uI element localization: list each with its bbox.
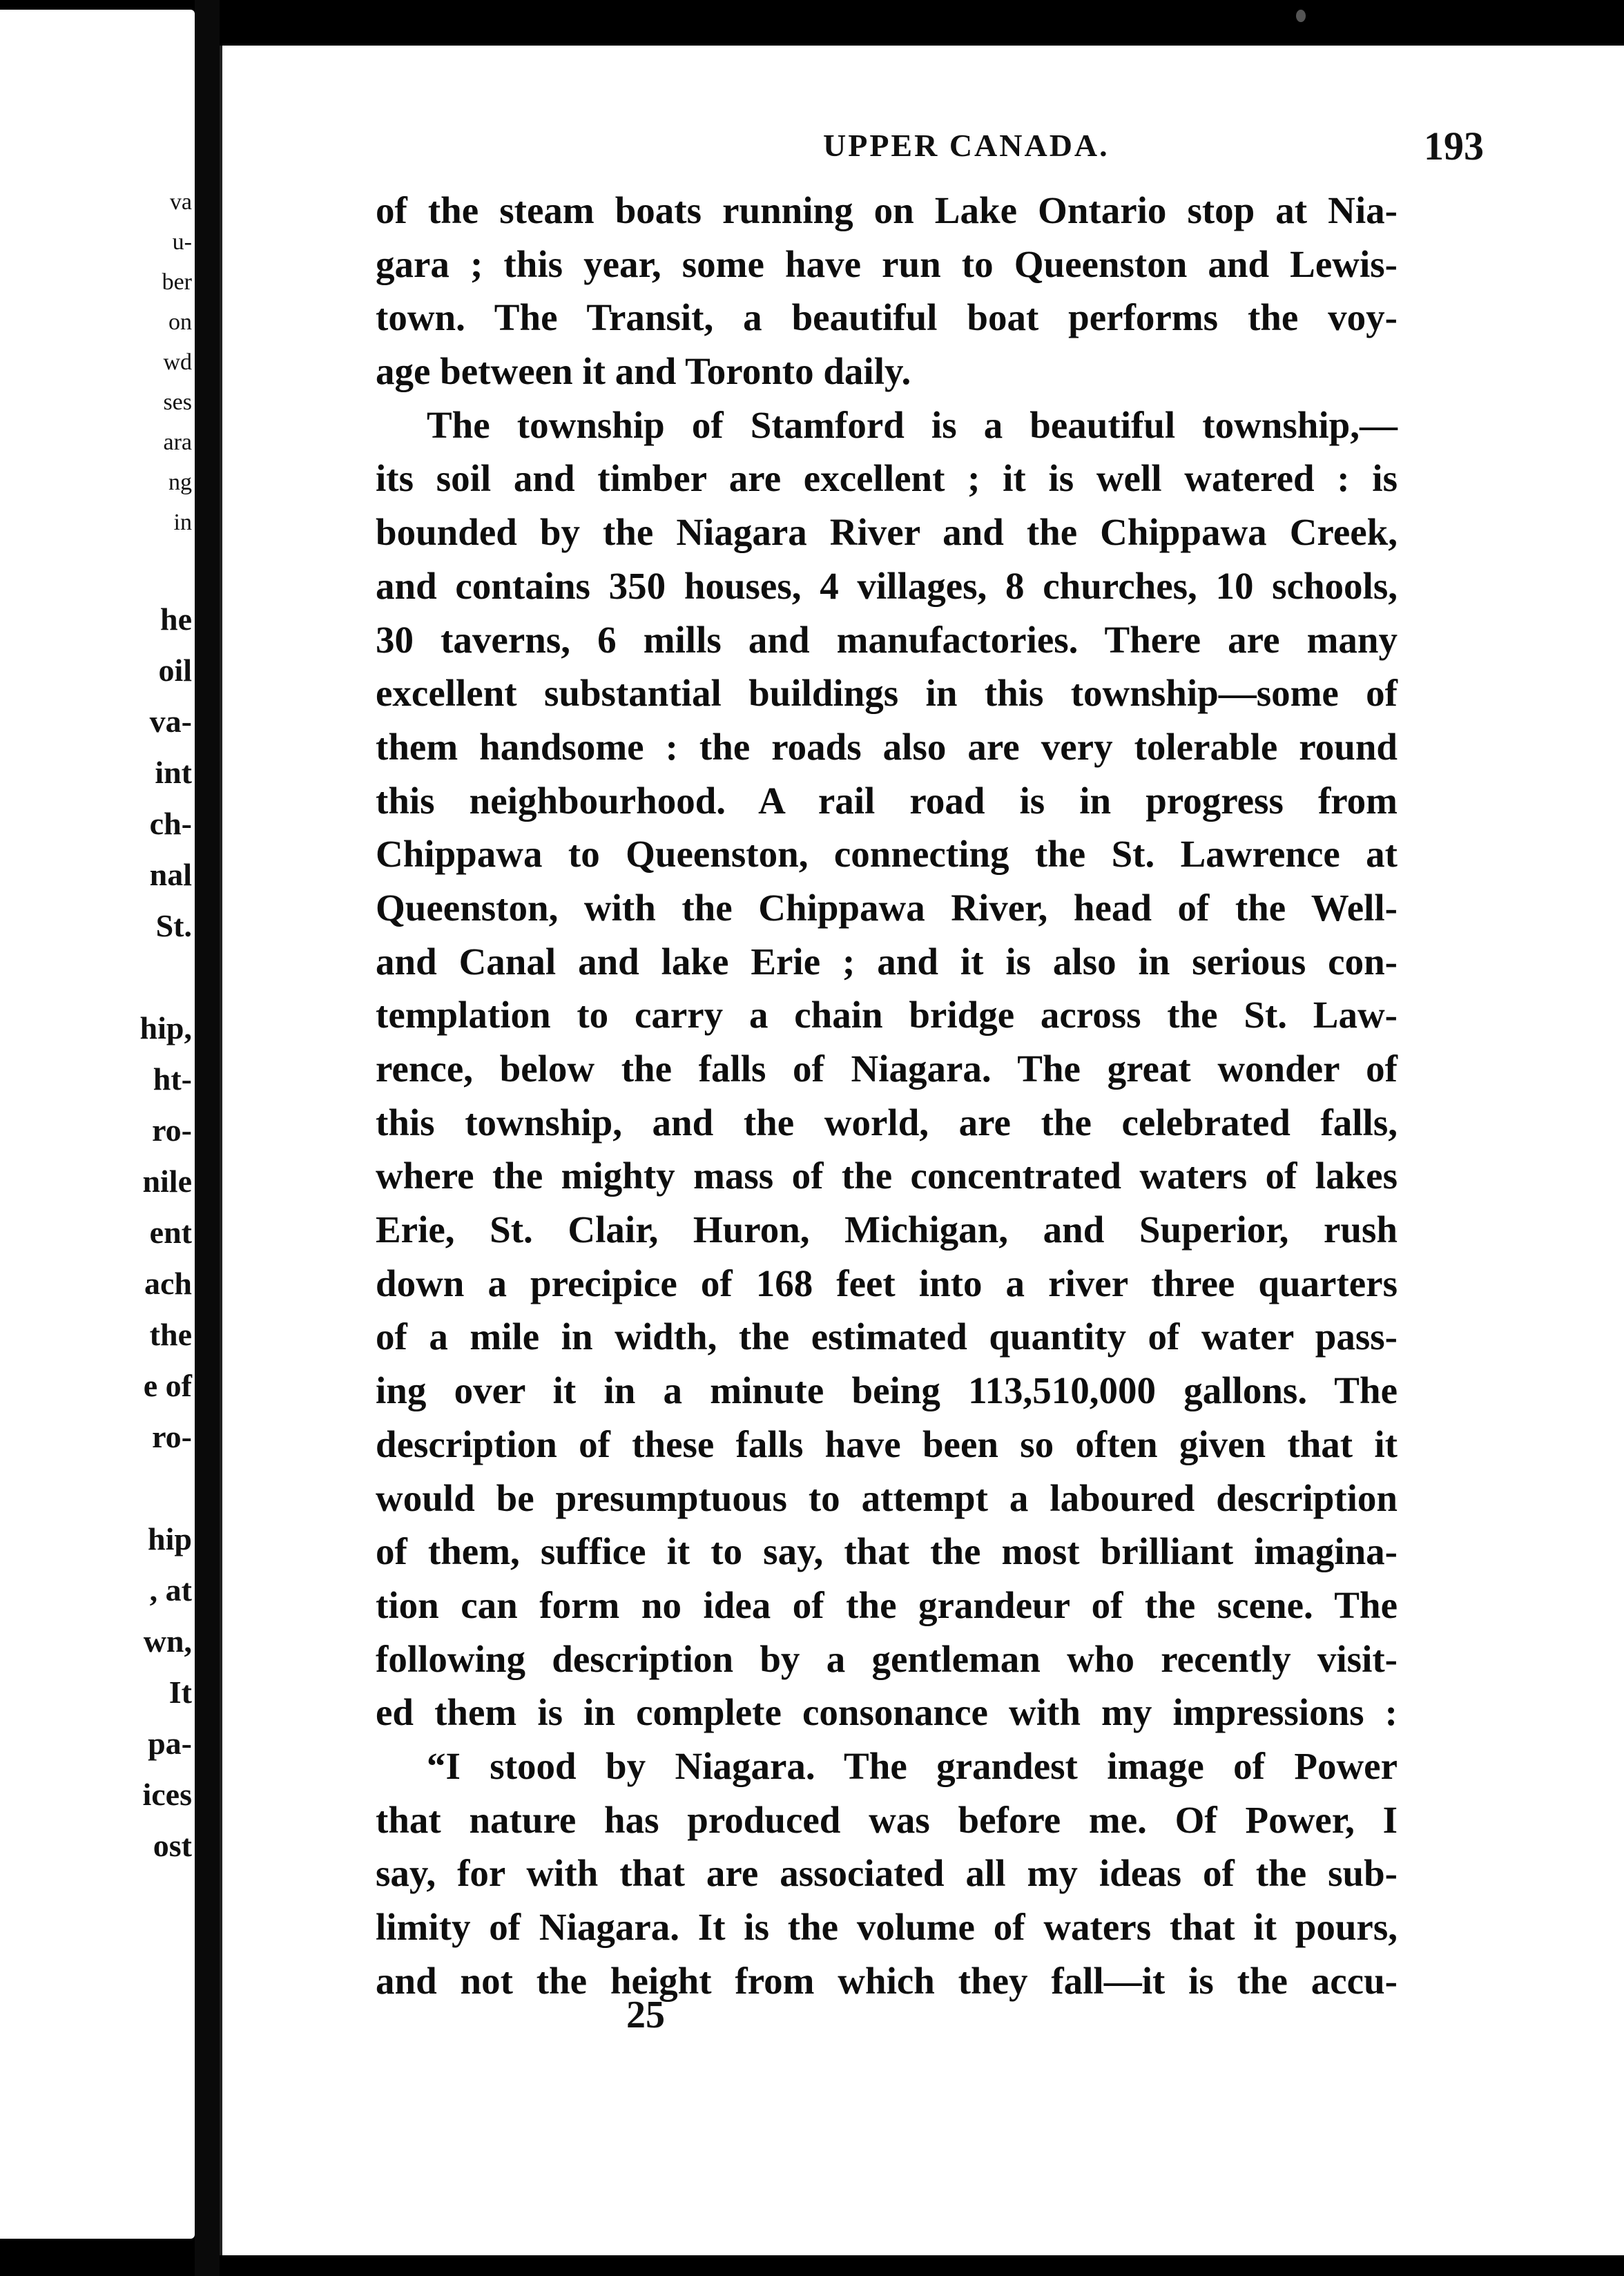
text-line: where the mighty mass of the concentrated waters of lakes xyxy=(376,1155,1398,1197)
text-line: tion can form no idea of the grandeur of the scene. The xyxy=(376,1583,1398,1626)
previous-page-fragment-text: va- xyxy=(149,704,192,739)
previous-page-fragment-text: the xyxy=(149,1317,192,1352)
previous-page-fragment-text: ach xyxy=(144,1266,192,1301)
text-line: this township, and the world, are the celebrated falls, xyxy=(376,1101,1398,1144)
ink-speck xyxy=(1296,10,1306,22)
previous-page-fragment-text: ices xyxy=(142,1777,192,1812)
text-line: Chippawa to Queenston, connecting the St. Lawrence at xyxy=(376,833,1398,876)
previous-page-fragment-text: ses xyxy=(163,389,192,415)
text-line: rence, below the falls of Niagara. The great wonder of xyxy=(376,1048,1398,1090)
text-line: following description by a gentleman who recently visit- xyxy=(376,1637,1398,1680)
text-line: that nature has produced was before me. Of Power, I xyxy=(376,1798,1398,1841)
text-line: them handsome : the roads also are very tolerable round xyxy=(376,725,1398,768)
text-line: say, for with that are associated all my ideas of the sub- xyxy=(376,1852,1398,1895)
text-line: ed them is in complete consonance with my impressions : xyxy=(376,1691,1398,1734)
body-text xyxy=(376,184,1398,2007)
previous-page-fragment-text: ost xyxy=(153,1828,192,1863)
text-line: of them, suffice it to say, that the most brilliant imagina- xyxy=(376,1530,1398,1573)
previous-page-fragment-text: int xyxy=(155,755,192,790)
text-line: bounded by the Niagara River and the Chippawa Creek, xyxy=(376,511,1398,554)
previous-page-fragment-text: va xyxy=(169,189,192,215)
text-line: description of these falls have been so often given that it xyxy=(376,1422,1398,1465)
previous-page-fragment-text: ara xyxy=(163,430,192,455)
previous-page-fragment-text: ht- xyxy=(153,1061,192,1097)
text-line: 30 taverns, 6 mills and manufactories. There are many xyxy=(376,618,1398,661)
previous-page-fragment-text: oil xyxy=(158,653,192,688)
text-line: its soil and timber are excellent ; it is well watered : is xyxy=(376,457,1398,500)
fragment-group-bottom xyxy=(0,1514,195,1871)
fragment-group-middle xyxy=(0,594,195,952)
text-line: would be presumptuous to attempt a laboured description xyxy=(376,1476,1398,1519)
previous-page-fragment-text: nal xyxy=(149,857,192,892)
text-line: of the steam boats running on Lake Ontario stop at Nia- xyxy=(376,189,1398,231)
signature-mark: 25 xyxy=(626,1994,665,2036)
text-line: Queenston, with the Chippawa River, head of the Well- xyxy=(376,886,1398,929)
text-line: and contains 350 houses, 4 villages, 8 churches, 10 schools, xyxy=(376,564,1398,607)
book-page xyxy=(220,46,1624,2255)
previous-page-fragment-text: It xyxy=(168,1675,192,1710)
text-line: ing over it in a minute being 113,510,000 gallons. The xyxy=(376,1369,1398,1412)
text-line: “I stood by Niagara. The grandest image of Power xyxy=(427,1744,1398,1787)
previous-page-line-ends xyxy=(0,182,195,1871)
text-line: gara ; this year, some have run to Queenston and Lewis- xyxy=(376,242,1398,285)
text-line: age between it and Toronto daily. xyxy=(376,350,911,393)
previous-page-fragment-text: wn, xyxy=(143,1623,192,1659)
previous-page-fragment-text: wd xyxy=(163,349,192,375)
previous-page-fragment-text: ro- xyxy=(152,1419,192,1454)
text-line: this neighbourhood. A rail road is in progress from xyxy=(376,779,1398,822)
previous-page-fragment-text: he xyxy=(160,601,192,637)
text-line: The township of Stamford is a beautiful township,— xyxy=(427,403,1398,446)
previous-page-fragment-text: nile xyxy=(142,1164,192,1199)
text-line: limity of Niagara. It is the volume of waters that it pours, xyxy=(376,1906,1398,1948)
text-line: down a precipice of 168 feet into a river three quarters xyxy=(376,1262,1398,1304)
text-line: Erie, St. Clair, Huron, Michigan, and Superior, rush xyxy=(376,1208,1398,1251)
text-line: and not the height from which they fall—it is the accu- xyxy=(376,1959,1398,2002)
book-gutter xyxy=(195,0,220,2276)
previous-page-fragment-text: ent xyxy=(149,1215,192,1250)
text-line: templation to carry a chain bridge across the St. Law- xyxy=(376,994,1398,1036)
previous-page-fragment-text: in xyxy=(173,510,192,535)
previous-page-fragment-text: ch- xyxy=(149,806,192,841)
previous-page-fragment-text: u- xyxy=(172,229,192,255)
previous-page-fragment xyxy=(0,10,195,2239)
previous-page-fragment-text: on xyxy=(168,309,192,335)
text-line: and Canal and lake Erie ; and it is also in serious con- xyxy=(376,940,1398,983)
previous-page-fragment-text: St. xyxy=(155,908,192,943)
page-number: 193 xyxy=(1424,124,1484,168)
previous-page-fragment-text: pa- xyxy=(148,1726,192,1761)
text-line: of a mile in width, the estimated quantity of water pass- xyxy=(376,1315,1398,1358)
fragment-group-lower xyxy=(0,1003,195,1463)
fragment-group-top xyxy=(0,182,195,543)
text-line: excellent substantial buildings in this township—some of xyxy=(376,672,1398,715)
previous-page-fragment-text: ro- xyxy=(152,1112,192,1148)
previous-page-fragment-text: , at xyxy=(149,1572,192,1608)
text-line: town. The Transit, a beautiful boat performs the voy- xyxy=(376,296,1398,339)
previous-page-fragment-text: hip, xyxy=(139,1010,192,1045)
previous-page-fragment-text: ber xyxy=(162,269,192,295)
previous-page-fragment-text: e of xyxy=(143,1368,192,1403)
previous-page-fragment-text: ng xyxy=(168,470,192,495)
previous-page-fragment-text: hip xyxy=(148,1521,192,1556)
running-head-title: UPPER CANADA. xyxy=(823,128,1110,163)
